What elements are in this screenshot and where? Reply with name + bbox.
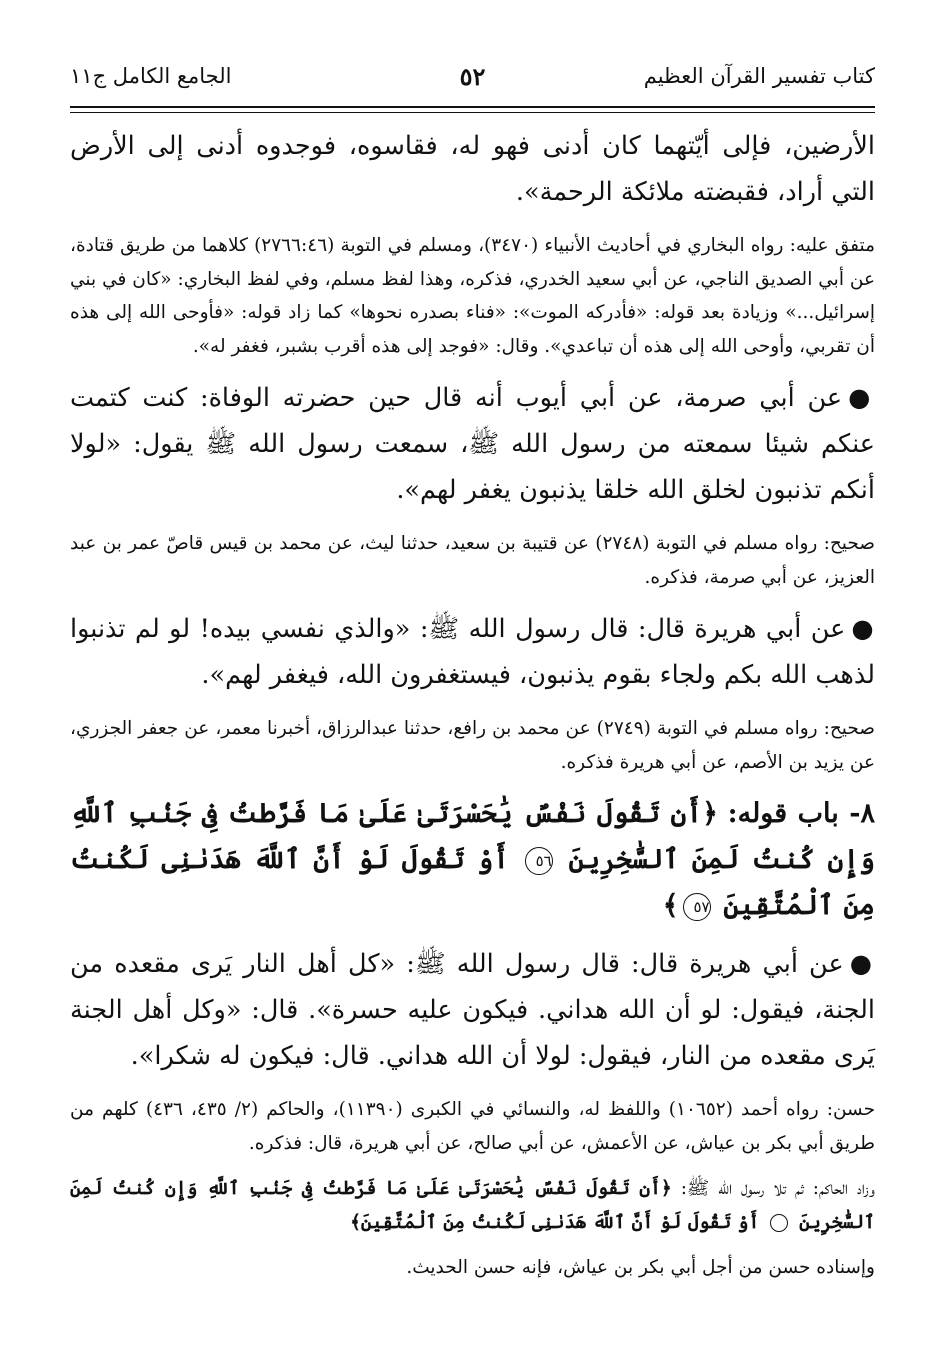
chapter-heading: ٨- باب قوله: ﴿أَن تَقُولَ نَفْسٌ يَٰحَسْرَتَىٰ عَلَىٰ مَا فَرَّطتُ فِى جَنۢبِ ٱللَّهِ وَإِن كُنتُ لَمِنَ ٱلسَّٰخِرِينَ ٥٦ أَوْ تَقُولَ لَوْ أَنَّ ٱللَّهَ هَدَىٰنِى لَكُنتُ مِنَ ٱلْمُتَّقِينَ ٥٧﴾ bbox=[70, 798, 875, 921]
verse-number-marker: ٥٦ bbox=[525, 847, 553, 875]
page-number: ٥٢ bbox=[459, 62, 486, 91]
book-title: كتاب تفسير القرآن العظيم bbox=[643, 64, 875, 88]
volume-label: الجامع الكامل ج١١ bbox=[70, 64, 232, 88]
verse-separator-icon bbox=[770, 1214, 788, 1232]
page-header bbox=[70, 56, 875, 106]
verse-number-marker: ٥٧ bbox=[683, 893, 711, 921]
hadith-block: ●عن أبي هريرة قال: قال رسول الله ﷺ: «كل أهل النار يَرى مقعده من الجنة، فيقول: لو أن الله هداني. فيكون عليه حسرة». قال: «وكل أهل الجنة يَرى مقعده من النار، فيقول: لولا أن الله هداني. قال: فيكون له شكرا». bbox=[70, 949, 875, 1071]
takhrij-block: حسن: رواه أحمد (١٠٦٥٢) واللفظ له، والنسائي في الكبرى (١١٣٩٠)، والحاكم (٢/ ٤٣٥، ٤٣٦) كلهم من طريق أبي بكر بن عياش، عن الأعمش، عن أبي صالح، عن أبي هريرة، قال: فذكره. bbox=[70, 1099, 875, 1154]
quran-verse: ﴿أَن تَقُولَ نَفْسٌ يَٰحَسْرَتَىٰ عَلَىٰ مَا فَرَّطتُ فِى جَنۢبِ ٱللَّهِ وَإِن كُنتُ لَمِنَ ٱلسَّٰخِرِينَ bbox=[70, 798, 875, 875]
takhrij-block: صحيح: رواه مسلم في التوبة (٢٧٤٩) عن محمد بن رافع، حدثنا عبدالرزاق، أخبرنا معمر، عن جعفر الجزري، عن يزيد بن الأصم، عن أبي هريرة فذكره. bbox=[70, 718, 876, 773]
chapter-label: ٨- باب قوله: bbox=[727, 798, 875, 829]
hadith-continuation: الأرضين، فإلى أيّتهما كان أدنى فهو له، فقاسوه، فوجدوه أدنى إلى الأرض التي أراد، فقبضته ملائكة الرحمة». bbox=[70, 131, 875, 207]
bullet-icon: ● bbox=[848, 383, 875, 413]
quran-verse: ﴿أَن تَقُولَ نَفْسٌ يَٰحَسْرَتَىٰ عَلَىٰ مَا فَرَّطتُ فِى جَنۢبِ ٱللَّهِ وَإِن كُنتُ لَمِنَ ٱلسَّٰخِرِينَ bbox=[70, 1178, 875, 1233]
hadith-block: ●عن أبي صرمة، عن أبي أيوب أنه قال حين حضرته الوفاة: كنت كتمت عنكم شيئا سمعته من رسول الله ﷺ، سمعت رسول الله ﷺ يقول: «لولا أنكم تذنبون لخلق الله خلقا يذنبون يغفر لهم». bbox=[70, 383, 875, 505]
quran-verse: أَوْ تَقُولَ لَوْ أَنَّ ٱللَّهَ هَدَىٰنِى لَكُنتُ مِنَ ٱلْمُتَّقِينَ﴾ bbox=[350, 1211, 760, 1233]
bullet-icon: ● bbox=[851, 614, 875, 644]
isnad-note: وإسناده حسن من أجل أبي بكر بن عياش، فإنه حسن الحديث. bbox=[406, 1257, 875, 1278]
quran-verse: أَوْ تَقُولَ لَوْ أَنَّ ٱللَّهَ هَدَىٰنِى لَكُنتُ مِنَ ٱلْمُتَّقِينَ bbox=[70, 844, 875, 921]
hadith-block: ●عن أبي هريرة قال: قال رسول الله ﷺ: «والذي نفسي بيده! لو لم تذنبوا لذهب الله بكم ولجاء بقوم يذنبون، فيستغفرون الله، فيغفر لهم». bbox=[70, 614, 875, 690]
hakim-addition bbox=[70, 1172, 875, 1239]
takhrij-block: صحيح: رواه مسلم في التوبة (٢٧٤٨) عن قتيبة بن سعيد، حدثنا ليث، عن محمد بن قيس قاصّ عمر بن عبد العزيز، عن أبي صرمة، فذكره. bbox=[70, 533, 875, 588]
header-rule-thick bbox=[70, 106, 875, 108]
header-rule-thin bbox=[70, 112, 875, 113]
bullet-icon: ● bbox=[849, 949, 875, 979]
takhrij-block: متفق عليه: رواه البخاري في أحاديث الأنبياء (٣٤٧٠)، ومسلم في التوبة (٢٧٦٦:٤٦) كلاهما من طريق قتادة، عن أبي الصديق الناجي، عن أبي سعيد الخدري، فذكره، وهذا لفظ مسلم، وفي لفظ البخاري: «كان في بني إسرائيل...» وزيادة بعد قوله: «فأدركه الموت»: «فناء بصدره نحوها» كما زاد قوله: «فأوحى الله إلى هذه أن تقربي، وأوحى الله إلى هذه أن تباعدي». وقال: «فوجد إلى هذه أقرب بشبر، فغفر له». bbox=[70, 235, 875, 357]
hakim-intro: وزاد الحاكم: ثم تلا رسول الله ﷺ: bbox=[680, 1178, 875, 1199]
